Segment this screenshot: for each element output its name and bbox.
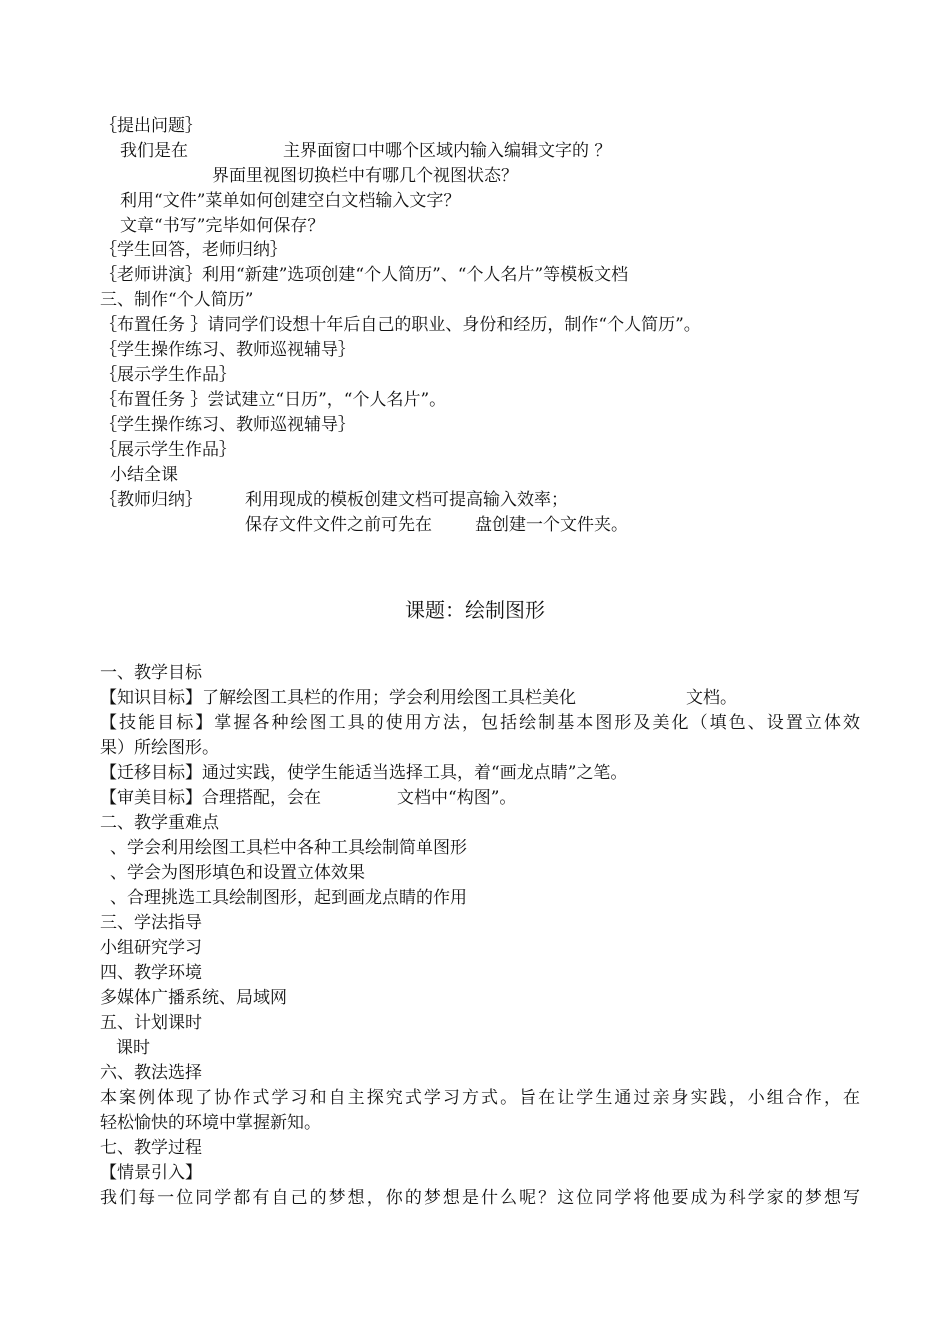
list-item: 、学会为图形填色和设置立体效果	[110, 863, 365, 883]
text-line: 我们每一位同学都有自己的梦想，你的梦想是什么呢？这位同学将他要成为科学家的梦想写	[100, 1188, 860, 1208]
section-heading: 一、教学目标	[100, 663, 202, 683]
text-line: 果）所绘图形。	[100, 738, 219, 758]
text-line: 课时	[116, 1038, 150, 1058]
text-line: 我们是在	[120, 141, 188, 161]
text-line: ｛展示学生作品｝	[100, 365, 236, 385]
text-line: ｛提出问题｝	[100, 116, 202, 136]
text-line: 小结全课	[110, 465, 178, 485]
text-line: 【技能目标】掌握各种绘图工具的使用方法，包括绘制基本图形及美化（填色、设置立体效	[100, 713, 860, 733]
text-line: ｛学生操作练习、教师巡视辅导｝	[100, 340, 355, 360]
section-heading: 三、学法指导	[100, 913, 202, 933]
text-line: ｛学生操作练习、教师巡视辅导｝	[100, 415, 355, 435]
text-line: 多媒体广播系统、局域网	[100, 988, 287, 1008]
lesson-title: 课题：绘制图形	[405, 598, 545, 622]
text-line: 本案例体现了协作式学习和自主探究式学习方式。旨在让学生通过亲身实践，小组合作，在	[100, 1088, 860, 1108]
list-item: 、学会利用绘图工具栏中各种工具绘制简单图形	[110, 838, 467, 858]
text-line: 利用“文件”菜单如何创建空白文档输入文字？	[120, 191, 461, 211]
text-line: 文档中“构图”。	[397, 788, 517, 808]
text-line: 界面里视图切换栏中有哪几个视图状态？	[212, 166, 518, 186]
section-heading: 五、计划课时	[100, 1013, 202, 1033]
text-line: ｛布置任务 ｝尝试建立“日历”，“个人名片”。	[100, 390, 447, 410]
text-line: 【审美目标】合理搭配，会在	[100, 788, 321, 808]
text-line: ｛教师归纳｝	[100, 490, 202, 510]
text-line: 小组研究学习	[100, 938, 202, 958]
text-line: 【情景引入】	[100, 1163, 202, 1183]
text-line: ｛学生回答，老师归纳｝	[100, 240, 287, 260]
text-line: 文档。	[686, 688, 737, 708]
section-heading: 六、教法选择	[100, 1063, 202, 1083]
section-heading: 二、教学重难点	[100, 813, 219, 833]
text-line: 保存文件文件之前可先在	[245, 515, 432, 535]
text-line: 盘创建一个文件夹。	[475, 515, 628, 535]
section-heading: 七、教学过程	[100, 1138, 202, 1158]
text-line: 轻松愉快的环境中掌握新知。	[100, 1113, 321, 1133]
text-line: ｛展示学生作品｝	[100, 440, 236, 460]
text-line: 【迁移目标】通过实践，使学生能适当选择工具，着“画龙点睛”之笔。	[100, 763, 628, 783]
text-line: 文章“书写”完毕如何保存？	[120, 216, 325, 236]
text-line: ｛老师讲演｝利用“新建”选项创建“个人简历”、“个人名片”等模板文档	[100, 265, 629, 285]
text-line: 利用现成的模板创建文档可提高输入效率；	[245, 490, 568, 510]
text-line: 【知识目标】了解绘图工具栏的作用；学会利用绘图工具栏美化	[100, 688, 576, 708]
list-item: 、合理挑选工具绘制图形，起到画龙点睛的作用	[110, 888, 467, 908]
section-heading: 三、制作“个人简历”	[100, 290, 254, 310]
text-line: 主界面窗口中哪个区域内输入编辑文字的 ？	[283, 141, 612, 161]
text-line: ｛布置任务 ｝请同学们设想十年后自己的职业、身份和经历，制作“个人简历”。	[100, 315, 701, 335]
section-heading: 四、教学环境	[100, 963, 202, 983]
